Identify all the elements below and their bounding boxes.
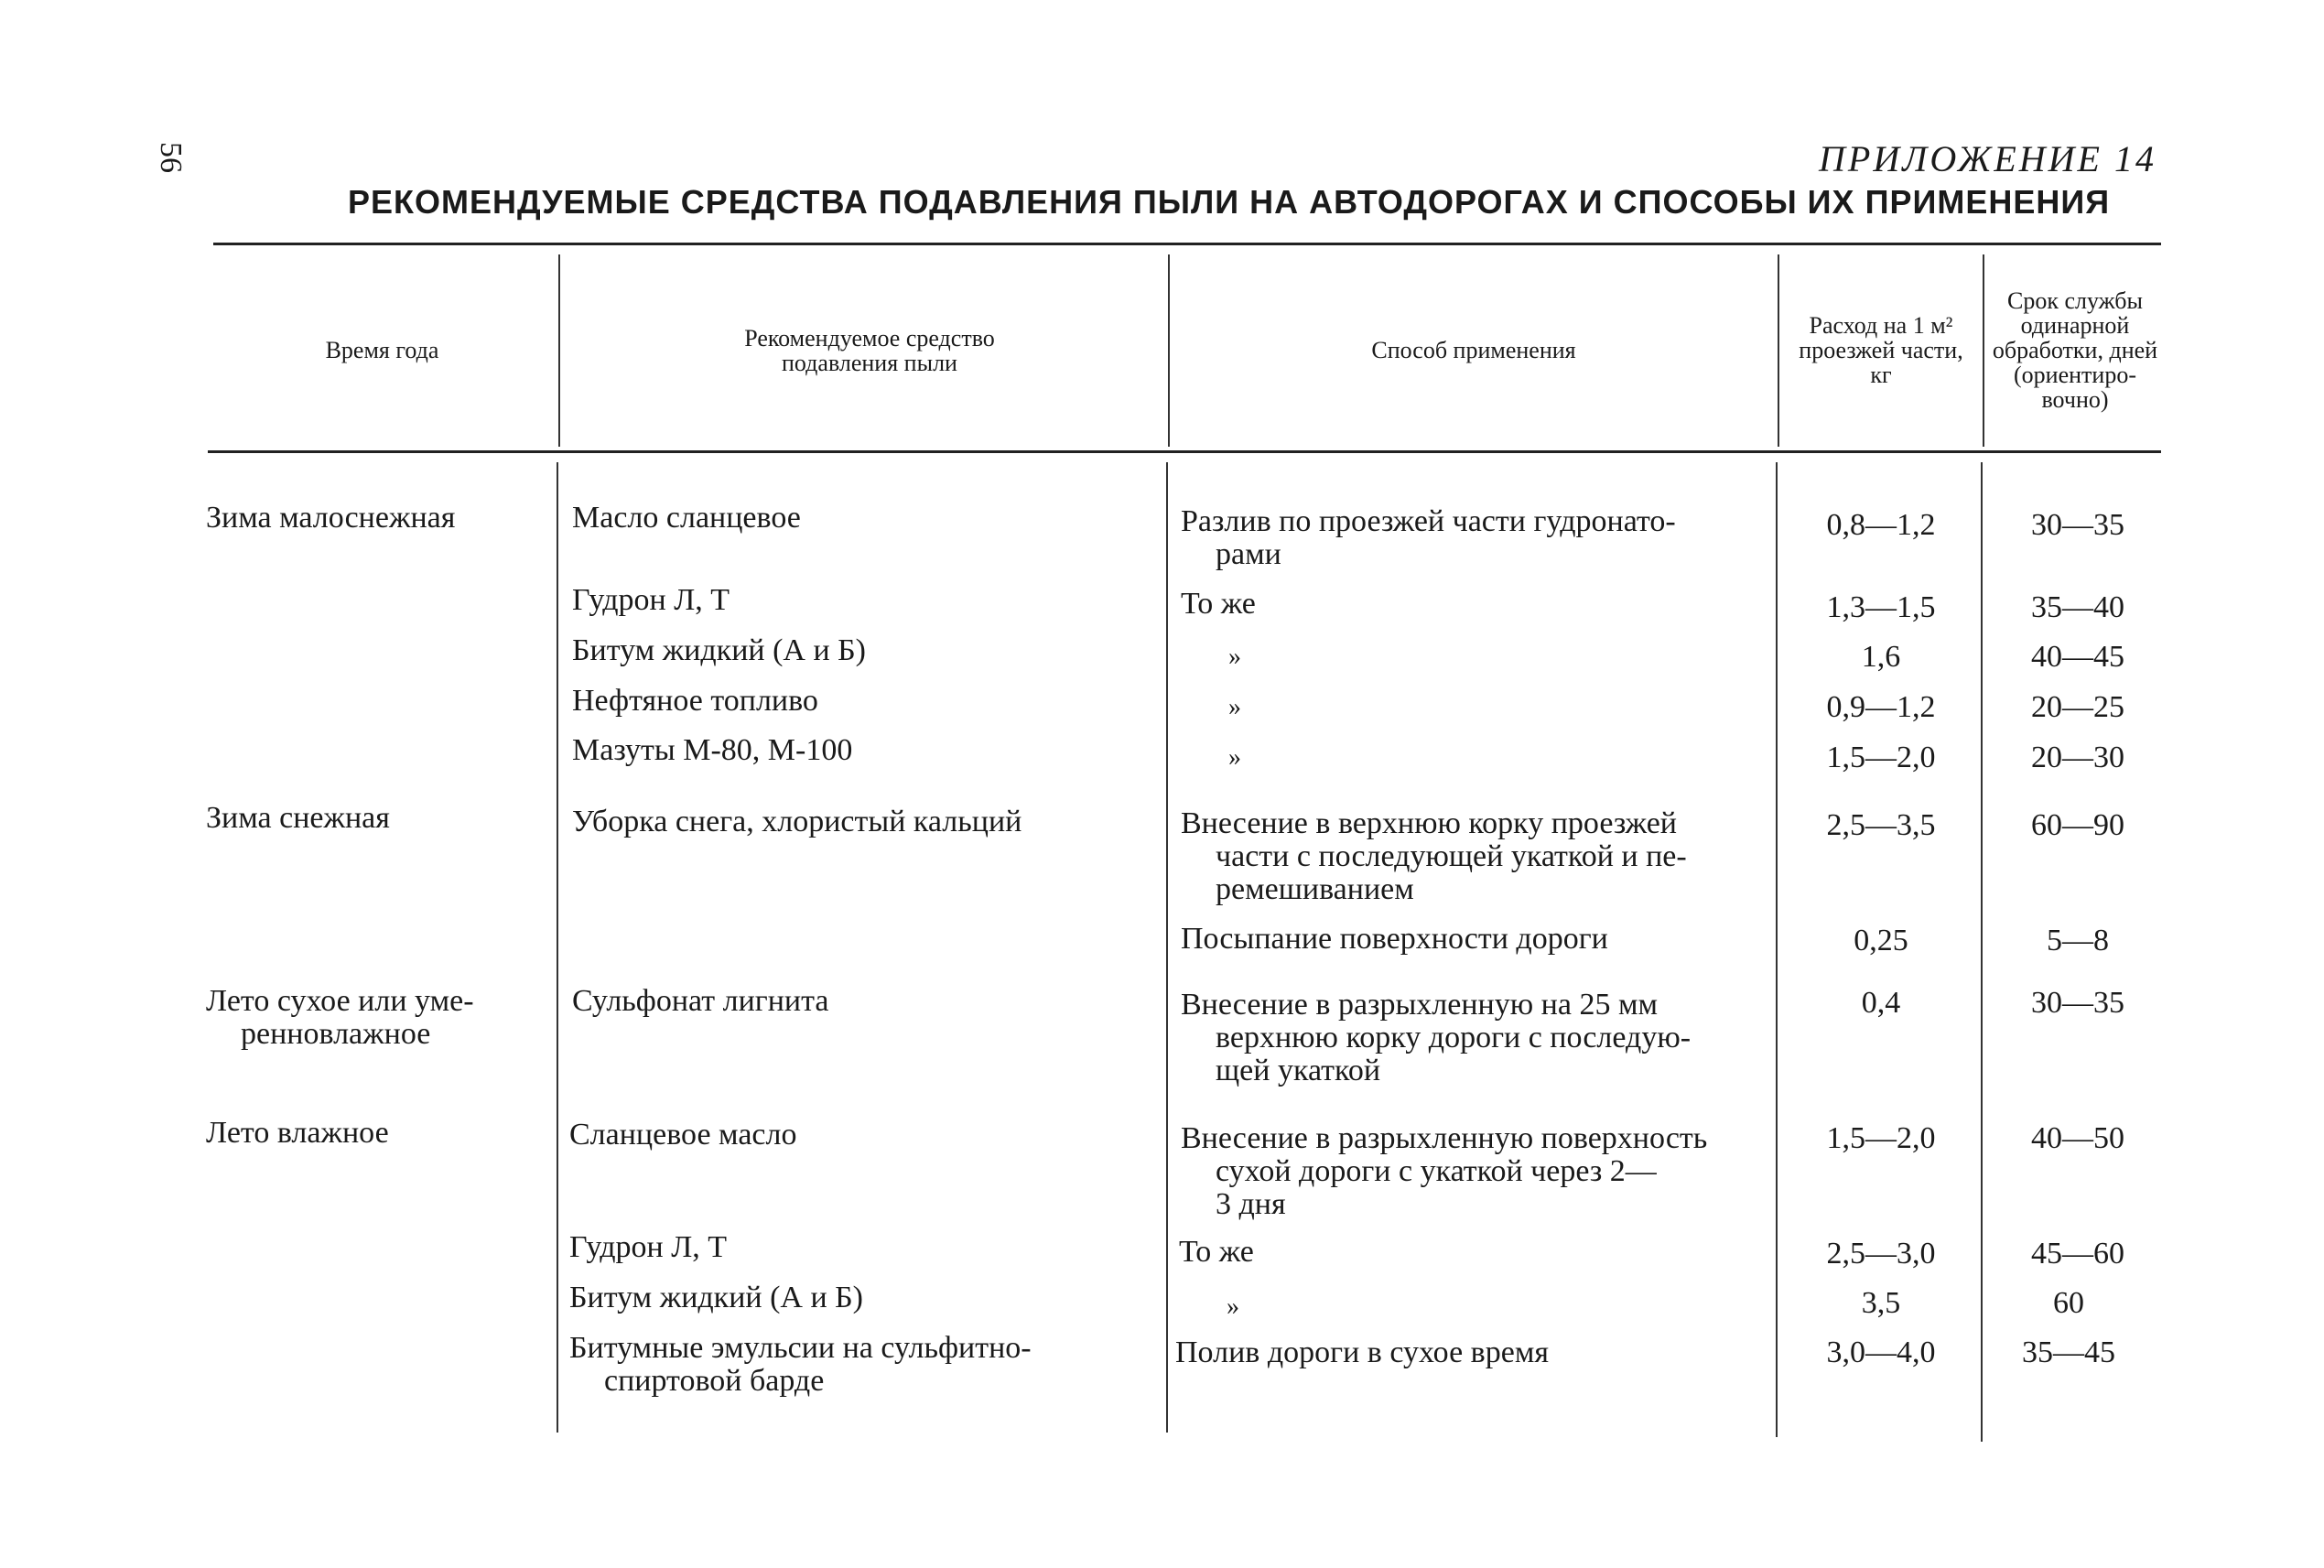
cell-life: 40—50 xyxy=(2031,1121,2124,1155)
cell-rate: 0,25 xyxy=(1854,924,1908,957)
agent-line: спиртовой барде xyxy=(604,1364,825,1398)
cell-method: Полив дороги в сухое время xyxy=(1175,1336,1549,1369)
season-line: Лето сухое или уме- xyxy=(206,984,474,1018)
cell-season: Зима малоснежная xyxy=(206,501,456,535)
cell-method: То же xyxy=(1181,587,1256,621)
cell-method: То же xyxy=(1179,1235,1254,1269)
method-line: части с последующей укаткой и пе- xyxy=(1216,839,1687,873)
column-divider xyxy=(1168,254,1170,447)
season-line: ренновлажное xyxy=(241,1017,431,1051)
ditto-mark: » xyxy=(1227,1292,1239,1321)
cell-agent xyxy=(569,1332,1148,1398)
cell-season: Зима снежная xyxy=(206,801,390,835)
ditto-mark: » xyxy=(1228,693,1241,721)
cell-life: 35—45 xyxy=(2022,1336,2115,1369)
cell-agent: Уборка снега, хлористый кальций xyxy=(572,805,1022,838)
header-season: Время года xyxy=(325,337,439,363)
cell-life: 5—8 xyxy=(2047,924,2109,957)
column-divider xyxy=(1776,462,1778,1437)
column-divider xyxy=(1778,254,1779,447)
header-method: Способ применения xyxy=(1371,337,1576,363)
cell-rate: 0,4 xyxy=(1861,986,1901,1020)
cell-method: Посыпание поверхности дороги xyxy=(1181,922,1608,956)
column-divider xyxy=(557,462,558,1433)
cell-rate: 0,8—1,2 xyxy=(1826,508,1936,542)
cell-life: 30—35 xyxy=(2031,508,2124,542)
cell-life: 20—25 xyxy=(2031,690,2124,724)
cell-rate: 0,9—1,2 xyxy=(1826,690,1936,724)
method-line: сухой дороги с укаткой через 2— xyxy=(1216,1154,1657,1188)
cell-agent: Мазуты М-80, М-100 xyxy=(572,733,853,767)
method-line: 3 дня xyxy=(1216,1187,1286,1221)
cell-agent: Гудрон Л, Т xyxy=(572,583,730,617)
cell-agent: Битум жидкий (А и Б) xyxy=(569,1281,864,1314)
cell-life: 60 xyxy=(2053,1286,2084,1320)
page-title: РЕКОМЕНДУЕМЫЕ СРЕДСТВА ПОДАВЛЕНИЯ ПЫЛИ НА АВТОДОРОГАХ И СПОСОБЫ ИХ ПРИМЕНЕНИЯ xyxy=(348,183,2111,221)
cell-method xyxy=(1181,989,1767,1087)
cell-season: Лето влажное xyxy=(206,1116,389,1150)
cell-rate: 1,5—2,0 xyxy=(1826,741,1936,774)
column-divider xyxy=(1983,254,1984,447)
agent-line: Битумные эмульсии на сульфитно- xyxy=(569,1331,1032,1365)
cell-agent: Гудрон Л, Т xyxy=(569,1230,728,1264)
cell-life: 60—90 xyxy=(2031,808,2124,842)
cell-rate: 1,6 xyxy=(1861,640,1901,674)
cell-rate: 1,3—1,5 xyxy=(1826,590,1936,624)
cell-agent: Нефтяное топливо xyxy=(572,684,818,718)
header-agent: Рекомендуемое средство подавления пыли xyxy=(744,324,995,376)
page-number: 56 xyxy=(154,142,188,173)
method-line: Внесение в разрыхленную на 25 мм xyxy=(1181,988,1658,1022)
header-bottom-rule xyxy=(208,450,2161,453)
cell-rate: 1,5—2,0 xyxy=(1826,1121,1936,1155)
cell-rate: 2,5—3,5 xyxy=(1826,808,1936,842)
method-line: Внесение в верхнюю корку проезжей xyxy=(1181,806,1677,840)
cell-method xyxy=(1181,807,1767,906)
header-rate: Расход на 1 м² проезжей части, кг xyxy=(1799,312,1963,388)
column-divider xyxy=(558,254,560,447)
cell-life: 35—40 xyxy=(2031,590,2124,624)
cell-agent: Сульфонат лигнита xyxy=(572,984,829,1018)
cell-life: 30—35 xyxy=(2031,986,2124,1020)
method-line: верхнюю корку дороги с последую- xyxy=(1216,1021,1692,1054)
cell-agent: Масло сланцевое xyxy=(572,501,801,535)
method-line: рами xyxy=(1216,537,1281,571)
method-line: Внесение в разрыхленную поверхность xyxy=(1181,1121,1708,1155)
appendix-label: ПРИЛОЖЕНИЕ 14 xyxy=(1819,138,2156,179)
cell-agent: Сланцевое масло xyxy=(569,1118,797,1152)
ditto-mark: » xyxy=(1228,643,1241,671)
cell-method xyxy=(1181,505,1767,571)
cell-life: 20—30 xyxy=(2031,741,2124,774)
cell-method xyxy=(1181,1122,1767,1221)
cell-rate: 2,5—3,0 xyxy=(1826,1237,1936,1271)
cell-season xyxy=(206,985,545,1051)
cell-life: 40—45 xyxy=(2031,640,2124,674)
column-divider xyxy=(1166,462,1168,1433)
cell-rate: 3,5 xyxy=(1861,1286,1901,1320)
cell-rate: 3,0—4,0 xyxy=(1826,1336,1936,1369)
table-top-rule xyxy=(213,243,2161,245)
cell-life: 45—60 xyxy=(2031,1237,2124,1271)
cell-agent: Битум жидкий (А и Б) xyxy=(572,633,867,667)
method-line: Разлив по проезжей части гудронато- xyxy=(1181,504,1676,538)
method-line: ремешиванием xyxy=(1216,872,1414,906)
ditto-mark: » xyxy=(1228,743,1241,772)
header-life: Срок службы одинарной обработки, дней (ориентиро-вочно) xyxy=(1992,287,2158,413)
method-line: щей укаткой xyxy=(1216,1054,1381,1087)
